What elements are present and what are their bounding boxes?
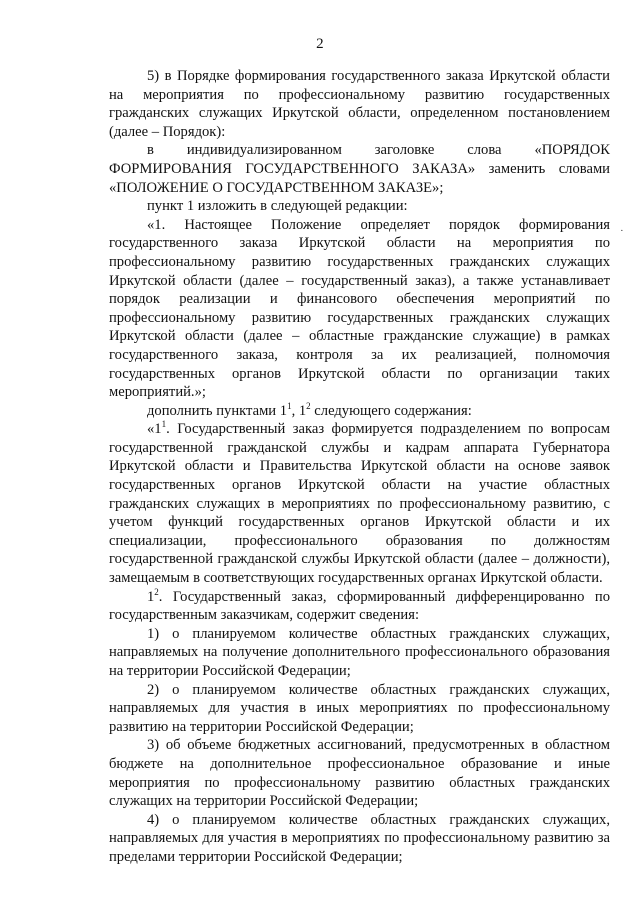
- superscript: 1: [161, 419, 167, 430]
- margin-mark: ·: [620, 225, 624, 237]
- page-number: 2: [316, 36, 324, 52]
- text-fragment: . Государственный заказ, сформированный дифференцированно по государственным заказчикам, содержит сведения:: [109, 588, 610, 624]
- paragraph-subitem-4: 4) о планируемом количестве областных гражданских служащих, направляемых для участия в мероприятиях по профессиональному развитию за пределами территории Российской Федерации;: [109, 811, 610, 865]
- paragraph-item-1-text: «1. Настоящее Положение определяет порядок формирования государственного заказа Иркутской области на мероприятия по профессиональному развитию государственных гражданских служащих Иркутской области (далее – государственный заказ), а также устанавливает порядок реализации и финансового обеспечения мероприятий по профессиональному развитию государственных гражданских служащих Иркутской области (далее – областные гражданские служащие) в рамках государственного заказа, контроля за их реализацией, полномочия государственных органов Иркутской области по организации таких мероприятий.»;: [109, 216, 610, 401]
- paragraph-subitem-3: 3) об объеме бюджетных ассигнований, предусмотренных в областном бюджете на дополнительное профессиональное образование и иные мероприятия по профессиональному развитию областных гражданских служащих на территории Российской Федерации;: [109, 737, 610, 810]
- text-fragment: следующего содержания:: [310, 402, 472, 419]
- text-fragment: дополнить пунктами 1: [147, 402, 288, 419]
- paragraph-amendment-5: 5) в Порядке формирования государственного заказа Иркутской области на мероприятия по профессиональному развитию государственных гражданских служащих Иркутской области, определенном постановлением (далее – Порядок):: [109, 68, 610, 140]
- text-fragment: 1: [147, 588, 155, 605]
- text-fragment: «1: [147, 421, 162, 438]
- superscript: 2: [154, 586, 159, 597]
- paragraph-subitem-2: 2) о планируемом количестве областных гражданских служащих, направляемых для участия в иных мероприятиях по профессиональному развитию на территории Российской Федерации;: [109, 681, 610, 735]
- paragraph-item-1-1: [109, 420, 610, 587]
- superscript: 2: [306, 400, 311, 411]
- superscript: 1: [287, 400, 292, 411]
- text-fragment: . Государственный заказ формируется подразделением по вопросам государственной гражданской службы и кадрам аппарата Губернатора Иркутской области и Правительства Иркутской области на основе заявок государственных органов Иркутской области на участие областных гражданских служащих в мероприятиях по профессиональному развитию, с учетом функций государственных органов Иркутской области и их специализации, профессионального образования по должностям государственной гражданской службы Иркутской области (далее – должности), замещаемым в соответствующих государственных органах Иркутской области.: [109, 421, 610, 587]
- paragraph-item-1-2: [109, 588, 610, 625]
- paragraph-title-change: в индивидуализированном заголовке слова «ПОРЯДОК ФОРМИРОВАНИЯ ГОСУДАРСТВЕННОГО ЗАКАЗА» заменить словами «ПОЛОЖЕНИЕ О ГОСУДАРСТВЕННОМ ЗАКАЗЕ»;: [109, 142, 610, 196]
- document-body: [109, 67, 610, 867]
- paragraph-subitem-1: 1) о планируемом количестве областных гражданских служащих, направляемых на получение дополнительного профессионального образования на территории Российской Федерации;: [109, 625, 610, 679]
- paragraph-item-1-intro: пункт 1 изложить в следующей редакции:: [147, 198, 408, 215]
- text-fragment: , 1: [291, 402, 307, 419]
- paragraph-add-items: [109, 402, 610, 421]
